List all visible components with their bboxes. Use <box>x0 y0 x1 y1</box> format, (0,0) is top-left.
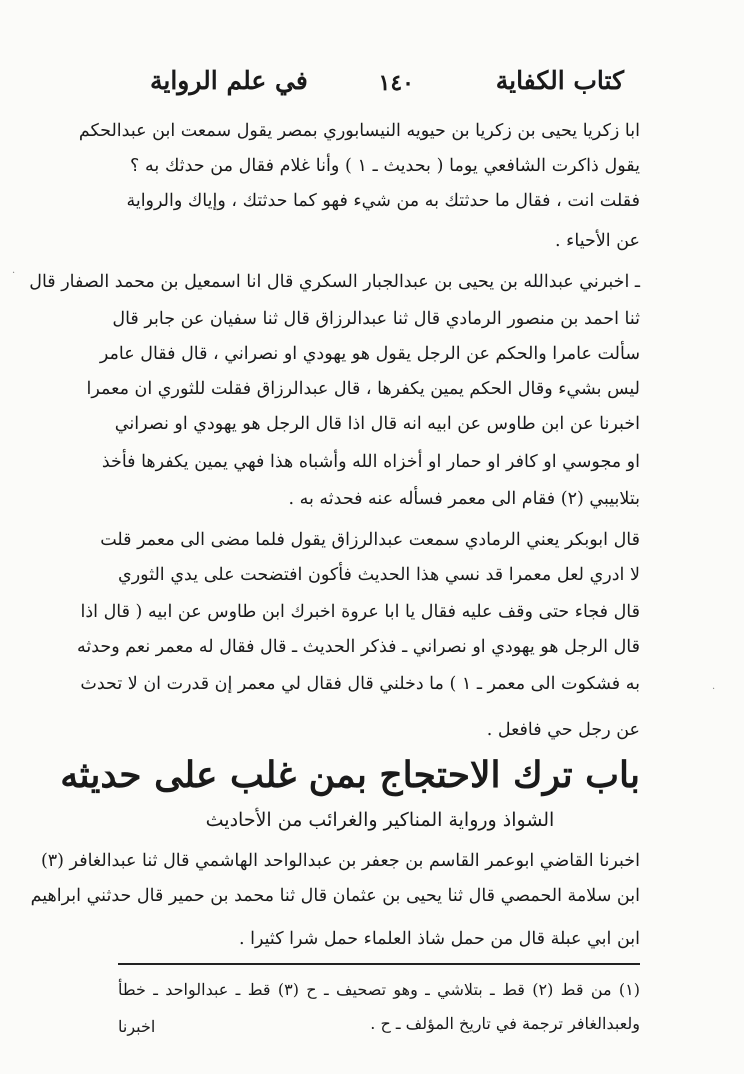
text-line: عن رجل حي فافعل . <box>486 720 640 740</box>
text-line: عن الأحياء . <box>555 231 640 251</box>
page-number: ١٤٠ <box>378 70 414 96</box>
text-line: ابن ابي عبلة قال من حمل شاذ العلماء حمل شرا كثيرا . <box>239 929 640 949</box>
book-title: كتاب الكفاية <box>495 66 624 95</box>
text-line: قال الرجل هو يهودي او نصراني ـ فذكر الحديث ـ قال فقال له معمر نعم وحدثه <box>76 637 640 657</box>
text-line: ـ اخبرني عبدالله بن يحيى بن عبدالجبار السكري قال انا اسمعيل بن محمد الصفار قال <box>29 272 640 292</box>
text-line: بتلابيبي (٢) فقام الى معمر فسأله عنه فحدثه به . <box>288 489 640 509</box>
chapter-heading: باب ترك الاحتجاج بمن غلب على حديثه <box>60 754 640 796</box>
text-line: ابا زكريا يحيى بن زكريا بن حيويه النيسابوري بمصر يقول سمعت ابن عبدالحكم <box>78 121 640 141</box>
text-line: سألت عامرا والحكم عن الرجل يقول هو يهودي او نصراني ، قال فقال عامر <box>99 344 640 364</box>
running-subject: في علم الرواية <box>150 66 308 95</box>
text-line: فقلت انت ، فقال ما حدثتك به من شيء فهو كما حدثتك ، وإياك والرواية <box>126 191 640 211</box>
chapter-subheading: الشواذ ورواية المناكير والغرائب من الأحاديث <box>205 809 555 831</box>
text-line: اخبرنا القاضي ابوعمر القاسم بن جعفر بن عبدالواحد الهاشمي قال ثنا عبدالغافر (٣) <box>40 851 640 871</box>
margin-speck: · <box>12 268 16 279</box>
footnote-line: (١) من قط (٢) قط ـ بتلاشي ـ وهو تصحيف ـ ح (٣) قط ـ عبدالواحد ـ خطأ <box>118 980 641 999</box>
footnote-line: ولعبدالغافر ترجمة في تاريخ المؤلف ـ ح . <box>370 1014 640 1033</box>
text-line: ليس بشيء وقال الحكم يمين يكفرها ، قال عبدالرزاق فقلت للثوري ان معمرا <box>86 379 640 399</box>
footnote-divider <box>118 963 640 965</box>
text-line: لا ادري لعل معمرا قد نسي هذا الحديث فأكون افتضحت على يدي الثوري <box>118 565 640 585</box>
text-line: قال فجاء حتى وقف عليه فقال يا ابا عروة اخبرك ابن طاوس عن ابيه ( قال اذا <box>80 602 640 622</box>
text-line: يقول ذاكرت الشافعي يوما ( بحديث ـ ١ ) وأنا غلام فقال من حدثك به ؟ <box>130 156 640 176</box>
text-line: قال ابوبكر يعني الرمادي سمعت عبدالرزاق يقول فلما مضى الى معمر قلت <box>100 530 640 550</box>
catchword: اخبرنا <box>118 1017 156 1036</box>
text-line: او مجوسي او كافر او حمار او أخزاه الله وأشباه هذا فهي يمين يكفرها فأخذ <box>101 452 640 472</box>
text-line: به فشكوت الى معمر ـ ١ ) ما دخلني قال فقال لي معمر إن قدرت ان لا تحدث <box>80 674 640 694</box>
text-line: اخبرنا عن ابن طاوس عن ابيه انه قال اذا قال الرجل هو يهودي او نصراني <box>114 414 640 434</box>
margin-speck: · <box>712 684 716 695</box>
text-line: ثنا احمد بن منصور الرمادي قال ثنا عبدالرزاق قال ثنا سفيان عن جابر قال <box>112 309 640 329</box>
text-line: ابن سلامة الحمصي قال ثنا يحيى بن عثمان قال ثنا محمد بن حمير قال حدثني ابراهيم <box>30 886 640 906</box>
